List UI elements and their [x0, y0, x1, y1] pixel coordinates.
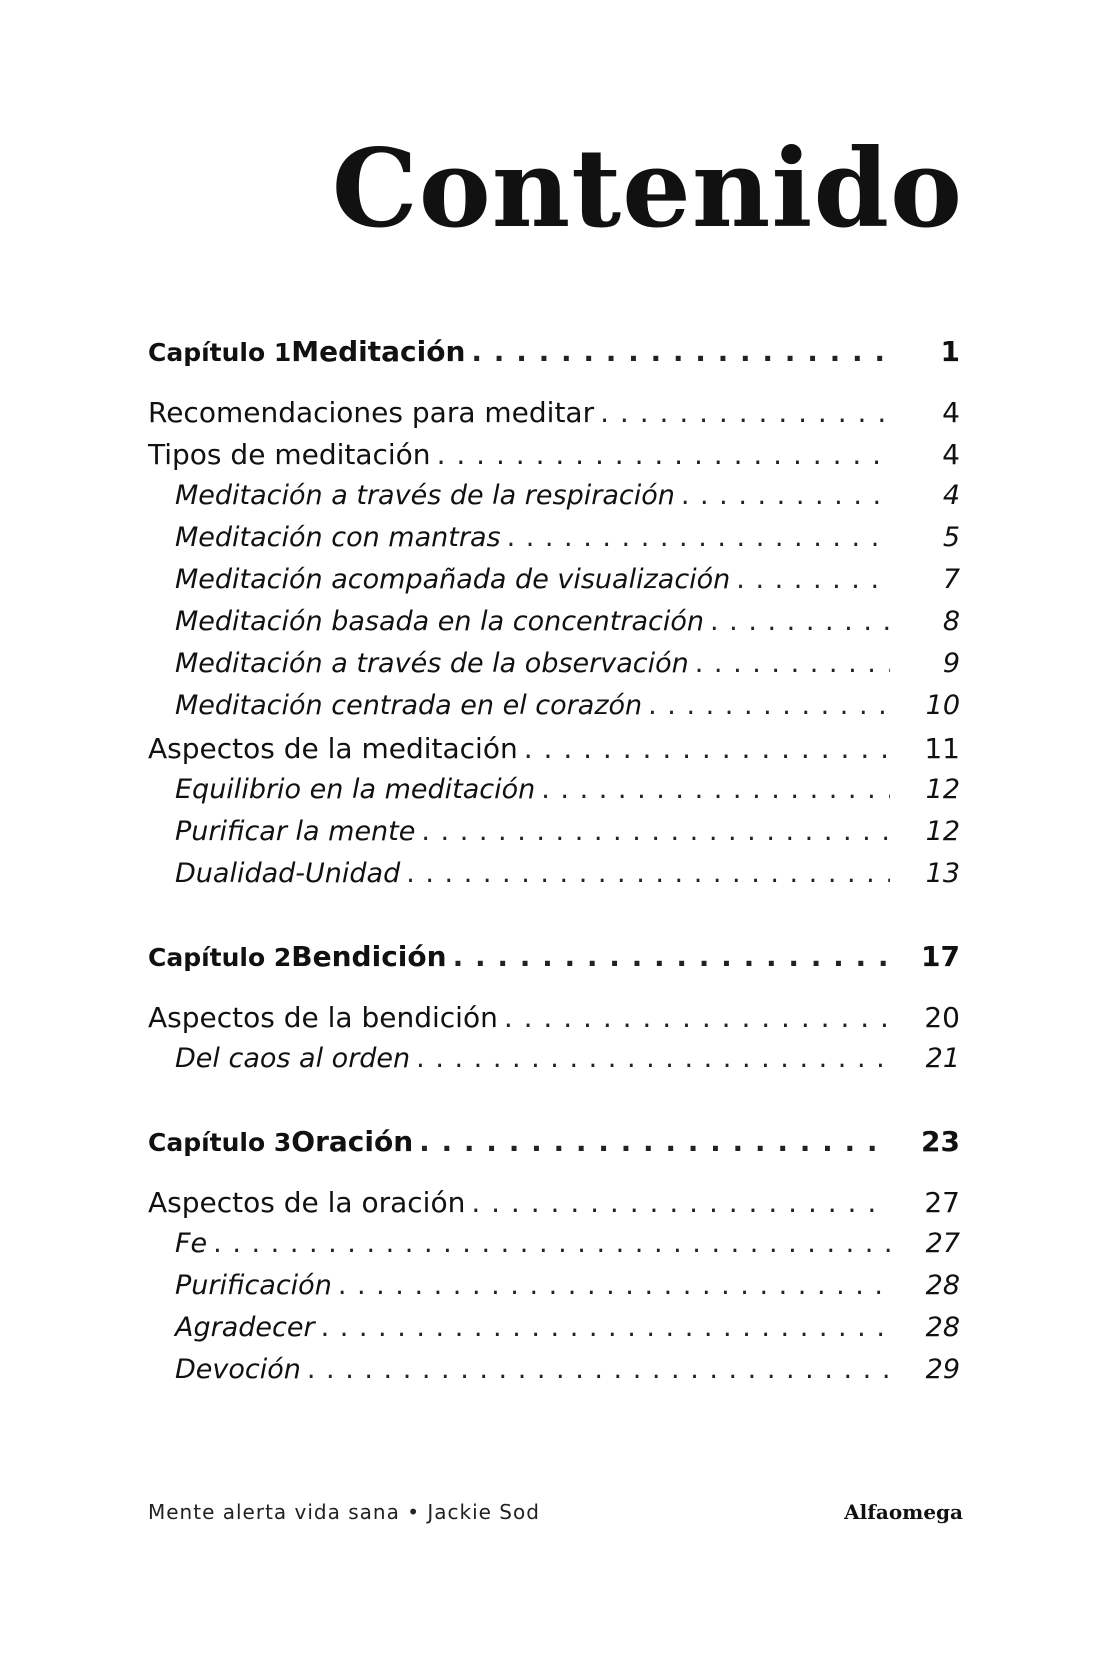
chapter-title: Meditación [291, 335, 466, 368]
toc-subsection[interactable] [148, 858, 960, 889]
subsection-title: Dualidad-Unidad [175, 858, 401, 889]
page-number: 13 [925, 858, 960, 889]
toc-chapter-3[interactable] [148, 1125, 960, 1158]
page-number: 11 [924, 732, 960, 765]
page-number: 17 [921, 940, 960, 973]
section-title: Tipos de meditación [148, 438, 431, 471]
dot-leader [213, 1228, 890, 1259]
toc-subsection[interactable] [148, 480, 960, 511]
dot-leader [321, 1312, 890, 1343]
toc-subsection[interactable] [148, 774, 960, 805]
page-number: 9 [942, 648, 960, 679]
toc-section[interactable] [148, 1001, 960, 1034]
toc-section[interactable] [148, 438, 960, 471]
dot-leader [681, 480, 890, 511]
dot-leader [437, 438, 890, 471]
page-number: 21 [925, 1043, 960, 1074]
dot-leader [504, 1001, 890, 1034]
dot-leader [421, 816, 890, 847]
page-number: 12 [925, 774, 960, 805]
section-title: Aspectos de la bendición [148, 1001, 498, 1034]
page-number: 27 [924, 1186, 960, 1219]
toc-subsection[interactable] [148, 1228, 960, 1259]
toc-subsection[interactable] [148, 522, 960, 553]
chapter-number: Capítulo 2 [148, 943, 292, 972]
dot-leader [695, 648, 890, 679]
toc-chapter-2[interactable] [148, 940, 960, 973]
chapter-number: Capítulo 1 [148, 338, 292, 367]
page-number: 28 [925, 1312, 960, 1343]
subsection-title: Agradecer [175, 1312, 315, 1343]
chapter-title: Bendición [291, 940, 447, 973]
dot-leader [453, 940, 890, 973]
page-number: 4 [942, 438, 960, 471]
page-number: 20 [924, 1001, 960, 1034]
page-number: 4 [942, 396, 960, 429]
section-title: Aspectos de la meditación [148, 732, 518, 765]
dot-leader [338, 1270, 890, 1301]
page-number: 4 [942, 480, 960, 511]
toc-subsection[interactable] [148, 690, 960, 721]
dot-leader [471, 335, 890, 368]
toc-section[interactable] [148, 732, 960, 765]
dot-leader [600, 396, 890, 429]
page-number: 10 [925, 690, 960, 721]
section-title: Aspectos de la oración [148, 1186, 466, 1219]
chapter-number: Capítulo 3 [148, 1128, 292, 1157]
toc-subsection[interactable] [148, 1270, 960, 1301]
page-number: 28 [925, 1270, 960, 1301]
page-number: 7 [942, 564, 960, 595]
page-number: 12 [925, 816, 960, 847]
subsection-title: Equilibrio en la meditación [175, 774, 536, 805]
subsection-title: Meditación centrada en el corazón [175, 690, 643, 721]
dot-leader [307, 1354, 890, 1385]
dot-leader [710, 606, 890, 637]
dot-leader [416, 1043, 890, 1074]
dot-leader [736, 564, 890, 595]
toc-chapter-1[interactable] [148, 335, 960, 368]
toc-subsection[interactable] [148, 564, 960, 595]
dot-leader [648, 690, 890, 721]
footer-book-credit: Mente alerta vida sana • Jackie Sod [148, 1500, 540, 1524]
toc-subsection[interactable] [148, 1312, 960, 1343]
section-title: Recomendaciones para meditar [148, 396, 595, 429]
chapter-title: Oración [291, 1125, 414, 1158]
subsection-title: Meditación basada en la concentración [175, 606, 704, 637]
subsection-title: Purificación [175, 1270, 332, 1301]
dot-leader [471, 1186, 890, 1219]
subsection-title: Meditación a través de la respiración [175, 480, 675, 511]
toc-subsection[interactable] [148, 1043, 960, 1074]
subsection-title: Fe [175, 1228, 208, 1259]
subsection-title: Meditación acompañada de visualización [175, 564, 731, 595]
page-number: 29 [925, 1354, 960, 1385]
page-number: 27 [925, 1228, 960, 1259]
footer-publisher: Alfaomega [844, 1500, 963, 1524]
toc-section[interactable] [148, 1186, 960, 1219]
page-number: 8 [942, 606, 960, 637]
dot-leader [406, 858, 890, 889]
subsection-title: Devoción [175, 1354, 301, 1385]
page-number: 1 [940, 335, 960, 368]
toc-subsection[interactable] [148, 1354, 960, 1385]
toc-subsection[interactable] [148, 648, 960, 679]
subsection-title: Meditación a través de la observación [175, 648, 689, 679]
dot-leader [507, 522, 890, 553]
dot-leader [524, 732, 890, 765]
page-number: 23 [921, 1125, 960, 1158]
toc-section[interactable] [148, 396, 960, 429]
subsection-title: Purificar la mente [175, 816, 416, 847]
toc-subsection[interactable] [148, 606, 960, 637]
dot-leader [541, 774, 890, 805]
dot-leader [419, 1125, 890, 1158]
page-title: Contenido [331, 126, 963, 252]
subsection-title: Meditación con mantras [175, 522, 501, 553]
page-number: 5 [942, 522, 960, 553]
subsection-title: Del caos al orden [175, 1043, 411, 1074]
toc-subsection[interactable] [148, 816, 960, 847]
